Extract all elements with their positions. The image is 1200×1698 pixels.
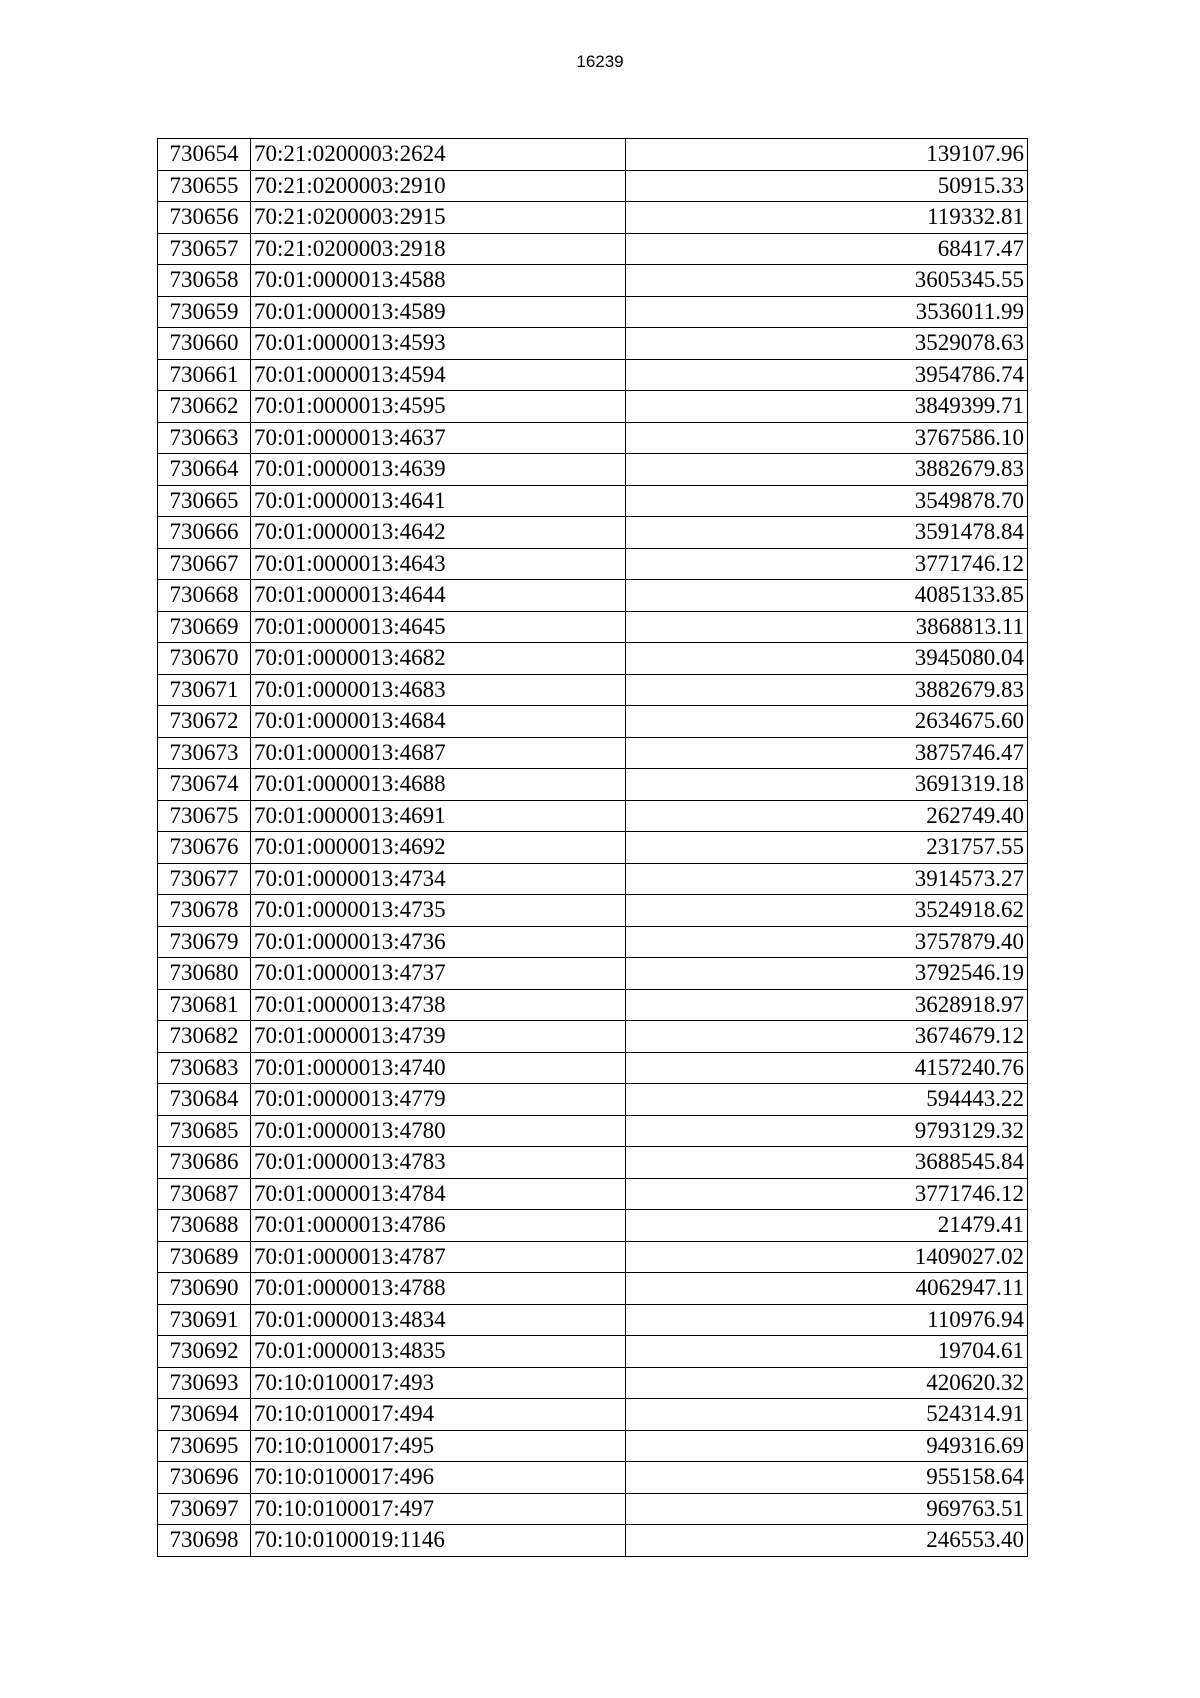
row-id-cell: 730689 — [158, 1241, 251, 1273]
row-id-cell: 730672 — [158, 706, 251, 738]
value-cell: 3849399.71 — [626, 391, 1028, 423]
value-cell: 9793129.32 — [626, 1115, 1028, 1147]
cadastral-number-cell: 70:10:0100017:496 — [251, 1462, 626, 1494]
row-id-cell: 730656 — [158, 202, 251, 234]
table-row — [158, 1525, 1028, 1557]
table-row — [158, 1430, 1028, 1462]
table-row — [158, 737, 1028, 769]
value-cell: 3524918.62 — [626, 895, 1028, 927]
cadastral-number-cell: 70:01:0000013:4783 — [251, 1147, 626, 1179]
cadastral-number-cell: 70:01:0000013:4835 — [251, 1336, 626, 1368]
row-id-cell: 730686 — [158, 1147, 251, 1179]
cadastral-number-cell: 70:10:0100019:1146 — [251, 1525, 626, 1557]
value-cell: 969763.51 — [626, 1493, 1028, 1525]
row-id-cell: 730670 — [158, 643, 251, 675]
value-cell: 68417.47 — [626, 233, 1028, 265]
row-id-cell: 730692 — [158, 1336, 251, 1368]
row-id-cell: 730654 — [158, 139, 251, 171]
row-id-cell: 730684 — [158, 1084, 251, 1116]
cadastral-number-cell: 70:01:0000013:4691 — [251, 800, 626, 832]
row-id-cell: 730674 — [158, 769, 251, 801]
value-cell: 1409027.02 — [626, 1241, 1028, 1273]
table-row — [158, 296, 1028, 328]
table-row — [158, 1462, 1028, 1494]
cadastral-number-cell: 70:01:0000013:4736 — [251, 926, 626, 958]
value-cell: 246553.40 — [626, 1525, 1028, 1557]
value-cell: 4157240.76 — [626, 1052, 1028, 1084]
table-row — [158, 895, 1028, 927]
table-row — [158, 170, 1028, 202]
table-row — [158, 1052, 1028, 1084]
cadastral-number-cell: 70:01:0000013:4692 — [251, 832, 626, 864]
cadastral-number-cell: 70:21:0200003:2624 — [251, 139, 626, 171]
value-cell: 19704.61 — [626, 1336, 1028, 1368]
table-row — [158, 1367, 1028, 1399]
cadastral-number-cell: 70:01:0000013:4641 — [251, 485, 626, 517]
table-row — [158, 643, 1028, 675]
table-row — [158, 1084, 1028, 1116]
cadastral-number-cell: 70:01:0000013:4589 — [251, 296, 626, 328]
cadastral-number-cell: 70:01:0000013:4834 — [251, 1304, 626, 1336]
value-cell: 955158.64 — [626, 1462, 1028, 1494]
table-row — [158, 1178, 1028, 1210]
cadastral-number-cell: 70:01:0000013:4788 — [251, 1273, 626, 1305]
value-cell: 3757879.40 — [626, 926, 1028, 958]
table-row — [158, 517, 1028, 549]
value-cell: 119332.81 — [626, 202, 1028, 234]
row-id-cell: 730677 — [158, 863, 251, 895]
value-cell: 3767586.10 — [626, 422, 1028, 454]
value-cell: 3882679.83 — [626, 454, 1028, 486]
cadastral-number-cell: 70:01:0000013:4786 — [251, 1210, 626, 1242]
cadastral-number-cell: 70:01:0000013:4734 — [251, 863, 626, 895]
row-id-cell: 730690 — [158, 1273, 251, 1305]
cadastral-number-cell: 70:21:0200003:2910 — [251, 170, 626, 202]
value-cell: 3954786.74 — [626, 359, 1028, 391]
value-cell: 110976.94 — [626, 1304, 1028, 1336]
cadastral-number-cell: 70:01:0000013:4784 — [251, 1178, 626, 1210]
value-cell: 3771746.12 — [626, 1178, 1028, 1210]
table-body — [158, 139, 1028, 1557]
value-cell: 3868813.11 — [626, 611, 1028, 643]
row-id-cell: 730675 — [158, 800, 251, 832]
cadastral-number-cell: 70:01:0000013:4737 — [251, 958, 626, 990]
value-cell: 2634675.60 — [626, 706, 1028, 738]
row-id-cell: 730660 — [158, 328, 251, 360]
value-cell: 949316.69 — [626, 1430, 1028, 1462]
row-id-cell: 730681 — [158, 989, 251, 1021]
cadastral-number-cell: 70:01:0000013:4787 — [251, 1241, 626, 1273]
table-row — [158, 1241, 1028, 1273]
cadastral-number-cell: 70:01:0000013:4740 — [251, 1052, 626, 1084]
table-row — [158, 359, 1028, 391]
cadastral-number-cell: 70:10:0100017:495 — [251, 1430, 626, 1462]
row-id-cell: 730688 — [158, 1210, 251, 1242]
table-row — [158, 1304, 1028, 1336]
table-row — [158, 832, 1028, 864]
table-row — [158, 391, 1028, 423]
row-id-cell: 730658 — [158, 265, 251, 297]
value-cell: 3536011.99 — [626, 296, 1028, 328]
row-id-cell: 730661 — [158, 359, 251, 391]
cadastral-number-cell: 70:01:0000013:4644 — [251, 580, 626, 612]
row-id-cell: 730664 — [158, 454, 251, 486]
page-number: 16239 — [576, 52, 624, 71]
cadastral-number-cell: 70:21:0200003:2915 — [251, 202, 626, 234]
value-cell: 3914573.27 — [626, 863, 1028, 895]
cadastral-number-cell: 70:01:0000013:4594 — [251, 359, 626, 391]
row-id-cell: 730668 — [158, 580, 251, 612]
row-id-cell: 730693 — [158, 1367, 251, 1399]
table-row — [158, 1021, 1028, 1053]
value-cell: 3605345.55 — [626, 265, 1028, 297]
row-id-cell: 730691 — [158, 1304, 251, 1336]
value-cell: 3688545.84 — [626, 1147, 1028, 1179]
row-id-cell: 730667 — [158, 548, 251, 580]
value-cell: 4062947.11 — [626, 1273, 1028, 1305]
table-row — [158, 863, 1028, 895]
cadastral-number-cell: 70:01:0000013:4684 — [251, 706, 626, 738]
cadastral-number-cell: 70:01:0000013:4588 — [251, 265, 626, 297]
row-id-cell: 730676 — [158, 832, 251, 864]
row-id-cell: 730666 — [158, 517, 251, 549]
table-row — [158, 1210, 1028, 1242]
row-id-cell: 730687 — [158, 1178, 251, 1210]
value-cell: 21479.41 — [626, 1210, 1028, 1242]
table-row — [158, 580, 1028, 612]
row-id-cell: 730663 — [158, 422, 251, 454]
value-cell: 524314.91 — [626, 1399, 1028, 1431]
value-cell: 594443.22 — [626, 1084, 1028, 1116]
value-cell: 3691319.18 — [626, 769, 1028, 801]
table-row — [158, 1399, 1028, 1431]
row-id-cell: 730669 — [158, 611, 251, 643]
row-id-cell: 730671 — [158, 674, 251, 706]
value-cell: 3549878.70 — [626, 485, 1028, 517]
cadastral-number-cell: 70:01:0000013:4683 — [251, 674, 626, 706]
row-id-cell: 730696 — [158, 1462, 251, 1494]
cadastral-number-cell: 70:01:0000013:4739 — [251, 1021, 626, 1053]
table-row — [158, 958, 1028, 990]
row-id-cell: 730662 — [158, 391, 251, 423]
value-cell: 139107.96 — [626, 139, 1028, 171]
table-row — [158, 926, 1028, 958]
value-cell: 3591478.84 — [626, 517, 1028, 549]
table-row — [158, 454, 1028, 486]
value-cell: 50915.33 — [626, 170, 1028, 202]
table-row — [158, 485, 1028, 517]
row-id-cell: 730698 — [158, 1525, 251, 1557]
row-id-cell: 730694 — [158, 1399, 251, 1431]
value-cell: 3628918.97 — [626, 989, 1028, 1021]
cadastral-number-cell: 70:21:0200003:2918 — [251, 233, 626, 265]
row-id-cell: 730697 — [158, 1493, 251, 1525]
table-row — [158, 1336, 1028, 1368]
table-row — [158, 202, 1028, 234]
table-row — [158, 674, 1028, 706]
table-row — [158, 422, 1028, 454]
row-id-cell: 730673 — [158, 737, 251, 769]
row-id-cell: 730665 — [158, 485, 251, 517]
value-cell: 3771746.12 — [626, 548, 1028, 580]
cadastral-number-cell: 70:10:0100017:493 — [251, 1367, 626, 1399]
cadastral-number-cell: 70:01:0000013:4682 — [251, 643, 626, 675]
cadastral-number-cell: 70:01:0000013:4595 — [251, 391, 626, 423]
table-row — [158, 706, 1028, 738]
cadastral-number-cell: 70:01:0000013:4645 — [251, 611, 626, 643]
cadastral-number-cell: 70:01:0000013:4642 — [251, 517, 626, 549]
table-row — [158, 1147, 1028, 1179]
row-id-cell: 730679 — [158, 926, 251, 958]
cadastral-number-cell: 70:01:0000013:4639 — [251, 454, 626, 486]
value-cell: 231757.55 — [626, 832, 1028, 864]
cadastral-number-cell: 70:01:0000013:4593 — [251, 328, 626, 360]
cadastral-number-cell: 70:01:0000013:4738 — [251, 989, 626, 1021]
row-id-cell: 730655 — [158, 170, 251, 202]
cadastral-number-cell: 70:01:0000013:4780 — [251, 1115, 626, 1147]
table-row — [158, 1493, 1028, 1525]
row-id-cell: 730680 — [158, 958, 251, 990]
value-cell: 3875746.47 — [626, 737, 1028, 769]
table-row — [158, 800, 1028, 832]
cadastral-number-cell: 70:01:0000013:4637 — [251, 422, 626, 454]
cadastral-number-cell: 70:01:0000013:4688 — [251, 769, 626, 801]
value-cell: 3882679.83 — [626, 674, 1028, 706]
cadastral-value-table — [157, 138, 1028, 1557]
value-cell: 3529078.63 — [626, 328, 1028, 360]
cadastral-number-cell: 70:01:0000013:4779 — [251, 1084, 626, 1116]
value-cell: 3674679.12 — [626, 1021, 1028, 1053]
table-row — [158, 265, 1028, 297]
row-id-cell: 730685 — [158, 1115, 251, 1147]
value-cell: 4085133.85 — [626, 580, 1028, 612]
cadastral-number-cell: 70:10:0100017:494 — [251, 1399, 626, 1431]
table-row — [158, 611, 1028, 643]
row-id-cell: 730659 — [158, 296, 251, 328]
row-id-cell: 730695 — [158, 1430, 251, 1462]
cadastral-number-cell: 70:01:0000013:4643 — [251, 548, 626, 580]
value-cell: 3945080.04 — [626, 643, 1028, 675]
row-id-cell: 730657 — [158, 233, 251, 265]
table-row — [158, 548, 1028, 580]
table-row — [158, 328, 1028, 360]
table-row — [158, 139, 1028, 171]
row-id-cell: 730678 — [158, 895, 251, 927]
value-cell: 262749.40 — [626, 800, 1028, 832]
table-row — [158, 989, 1028, 1021]
cadastral-number-cell: 70:01:0000013:4735 — [251, 895, 626, 927]
row-id-cell: 730682 — [158, 1021, 251, 1053]
table-row — [158, 233, 1028, 265]
table-row — [158, 769, 1028, 801]
cadastral-number-cell: 70:10:0100017:497 — [251, 1493, 626, 1525]
cadastral-number-cell: 70:01:0000013:4687 — [251, 737, 626, 769]
value-cell: 3792546.19 — [626, 958, 1028, 990]
table-row — [158, 1273, 1028, 1305]
table-row — [158, 1115, 1028, 1147]
row-id-cell: 730683 — [158, 1052, 251, 1084]
value-cell: 420620.32 — [626, 1367, 1028, 1399]
